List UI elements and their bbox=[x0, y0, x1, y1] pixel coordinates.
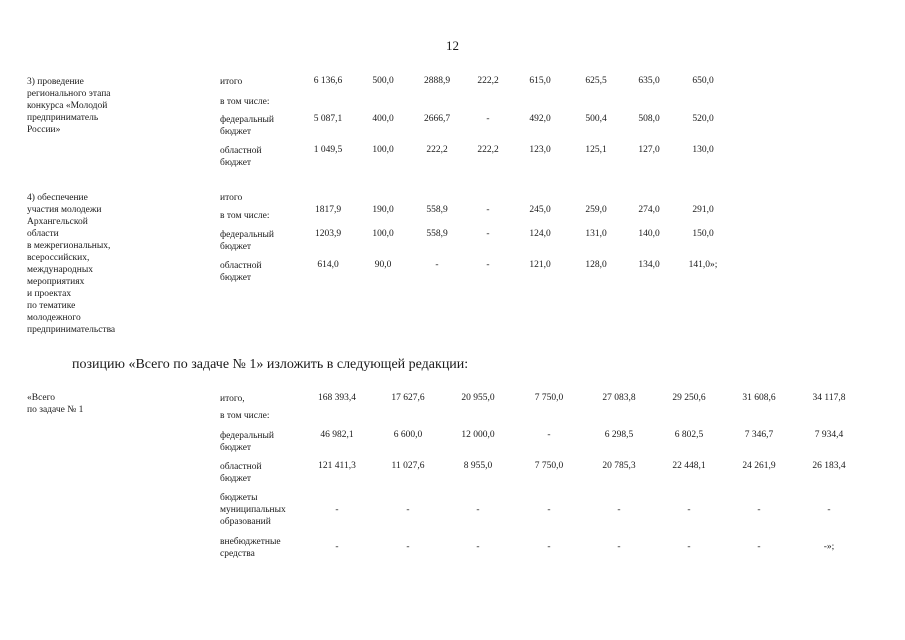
value-cell: - bbox=[486, 114, 490, 124]
value-cell: 150,0 bbox=[692, 229, 714, 239]
value-cell: 274,0 bbox=[638, 205, 660, 215]
value-cell: 7 346,7 bbox=[744, 430, 774, 440]
value-cell: 2888,9 bbox=[423, 76, 451, 86]
value-cell: 500,4 bbox=[585, 114, 607, 124]
block-4-row-federal-label: федеральный бюджет bbox=[220, 230, 274, 252]
value-cell: - bbox=[486, 260, 490, 270]
value-cell: 6 600,0 bbox=[393, 430, 423, 440]
value-cell: - bbox=[476, 542, 480, 552]
value-cell: 29 250,6 bbox=[672, 393, 706, 403]
value-cell: 141,0»; bbox=[688, 260, 718, 270]
total-row-including-label: в том числе: bbox=[220, 411, 270, 421]
page-number: 12 bbox=[446, 38, 459, 53]
block-4-row-regional-label: областной бюджет bbox=[220, 261, 262, 283]
value-cell: - bbox=[486, 229, 490, 239]
value-cell: 520,0 bbox=[692, 114, 714, 124]
value-cell: 26 183,4 bbox=[812, 461, 846, 471]
value-cell: 615,0 bbox=[529, 76, 551, 86]
value-cell: - bbox=[617, 542, 621, 552]
block-3-row-regional-label: областной бюджет bbox=[220, 146, 262, 168]
value-cell: 168 393,4 bbox=[318, 393, 356, 403]
value-cell: 22 448,1 bbox=[672, 461, 706, 471]
value-cell: 492,0 bbox=[529, 114, 551, 124]
value-cell: - bbox=[547, 505, 551, 515]
value-cell: 614,0 bbox=[317, 260, 339, 270]
value-cell: - bbox=[335, 505, 339, 515]
value-cell: 500,0 bbox=[372, 76, 394, 86]
value-cell: 128,0 bbox=[585, 260, 607, 270]
value-cell: -»; bbox=[823, 542, 835, 552]
value-cell: 20 955,0 bbox=[461, 393, 495, 403]
value-cell: 5 087,1 bbox=[313, 114, 343, 124]
total-row-federal-label: федеральный бюджет bbox=[220, 431, 274, 453]
value-cell: 625,5 bbox=[585, 76, 607, 86]
value-cell: - bbox=[406, 505, 410, 515]
value-cell: 20 785,3 bbox=[602, 461, 636, 471]
value-cell: - bbox=[547, 430, 551, 440]
value-cell: 140,0 bbox=[638, 229, 660, 239]
value-cell: 190,0 bbox=[372, 205, 394, 215]
value-cell: 6 136,6 bbox=[313, 76, 343, 86]
block-3-row-total-label: итого bbox=[220, 77, 243, 87]
value-cell: 34 117,8 bbox=[812, 393, 846, 403]
value-cell: 222,2 bbox=[426, 145, 448, 155]
value-cell: - bbox=[827, 505, 831, 515]
value-cell: 24 261,9 bbox=[742, 461, 776, 471]
value-cell: 7 750,0 bbox=[534, 393, 564, 403]
value-cell: - bbox=[486, 205, 490, 215]
value-cell: 8 955,0 bbox=[463, 461, 493, 471]
value-cell: 6 802,5 bbox=[674, 430, 704, 440]
total-row-regional-label: областной бюджет bbox=[220, 462, 262, 484]
value-cell: - bbox=[687, 505, 691, 515]
value-cell: 11 027,6 bbox=[391, 461, 425, 471]
block-3-row-federal-label: федеральный бюджет bbox=[220, 115, 274, 137]
value-cell: 12 000,0 bbox=[461, 430, 495, 440]
value-cell: 400,0 bbox=[372, 114, 394, 124]
value-cell: 7 750,0 bbox=[534, 461, 564, 471]
value-cell: - bbox=[476, 505, 480, 515]
value-cell: 17 627,6 bbox=[391, 393, 425, 403]
value-cell: 124,0 bbox=[529, 229, 551, 239]
block-3-row-including-label: в том числе: bbox=[220, 97, 270, 107]
value-cell: 222,2 bbox=[477, 76, 499, 86]
total-label: «Всего по задаче № 1 bbox=[27, 393, 84, 415]
value-cell: 46 982,1 bbox=[320, 430, 354, 440]
value-cell: 130,0 bbox=[692, 145, 714, 155]
value-cell: 100,0 bbox=[372, 229, 394, 239]
total-row-municipal-label: бюджеты муниципальных образований bbox=[220, 493, 286, 527]
value-cell: 291,0 bbox=[692, 205, 714, 215]
value-cell: 1 049,5 bbox=[313, 145, 343, 155]
value-cell: 558,9 bbox=[426, 229, 448, 239]
value-cell: 31 608,6 bbox=[742, 393, 776, 403]
value-cell: 90,0 bbox=[374, 260, 392, 270]
value-cell: 123,0 bbox=[529, 145, 551, 155]
value-cell: - bbox=[757, 505, 761, 515]
value-cell: 134,0 bbox=[638, 260, 660, 270]
value-cell: 131,0 bbox=[585, 229, 607, 239]
value-cell: 1203,9 bbox=[314, 229, 342, 239]
block-4-row-including-label: в том числе: bbox=[220, 211, 270, 221]
value-cell: 127,0 bbox=[638, 145, 660, 155]
value-cell: 121,0 bbox=[529, 260, 551, 270]
value-cell: - bbox=[335, 542, 339, 552]
value-cell: 100,0 bbox=[372, 145, 394, 155]
value-cell: 222,2 bbox=[477, 145, 499, 155]
value-cell: 259,0 bbox=[585, 205, 607, 215]
total-row-extrabudget-label: внебюджетные средства bbox=[220, 537, 281, 559]
block-4-row-total-label: итого bbox=[220, 193, 243, 203]
value-cell: - bbox=[757, 542, 761, 552]
instruction-heading: позицию «Всего по задаче № 1» изложить в следующей редакции: bbox=[72, 357, 469, 372]
value-cell: - bbox=[406, 542, 410, 552]
value-cell: 1817,9 bbox=[314, 205, 342, 215]
value-cell: - bbox=[617, 505, 621, 515]
value-cell: 2666,7 bbox=[423, 114, 451, 124]
value-cell: 125,1 bbox=[585, 145, 607, 155]
value-cell: 6 298,5 bbox=[604, 430, 634, 440]
block-3-label: 3) проведение регионального этапа конкурса «Молодой предприниматель России» bbox=[27, 77, 111, 135]
value-cell: 650,0 bbox=[692, 76, 714, 86]
value-cell: 27 083,8 bbox=[602, 393, 636, 403]
value-cell: 245,0 bbox=[529, 205, 551, 215]
value-cell: 635,0 bbox=[638, 76, 660, 86]
value-cell: - bbox=[435, 260, 439, 270]
total-row-total-label: итого, bbox=[220, 394, 245, 404]
value-cell: 121 411,3 bbox=[318, 461, 356, 471]
value-cell: - bbox=[547, 542, 551, 552]
value-cell: 558,9 bbox=[426, 205, 448, 215]
value-cell: 7 934,4 bbox=[814, 430, 844, 440]
value-cell: 508,0 bbox=[638, 114, 660, 124]
block-4-label: 4) обеспечение участия молодежи Архангельской области в межрегиональных, всероссийских, международных мероприятиях и проектах по тематике молодежного предпринимательства bbox=[27, 193, 116, 335]
value-cell: - bbox=[687, 542, 691, 552]
